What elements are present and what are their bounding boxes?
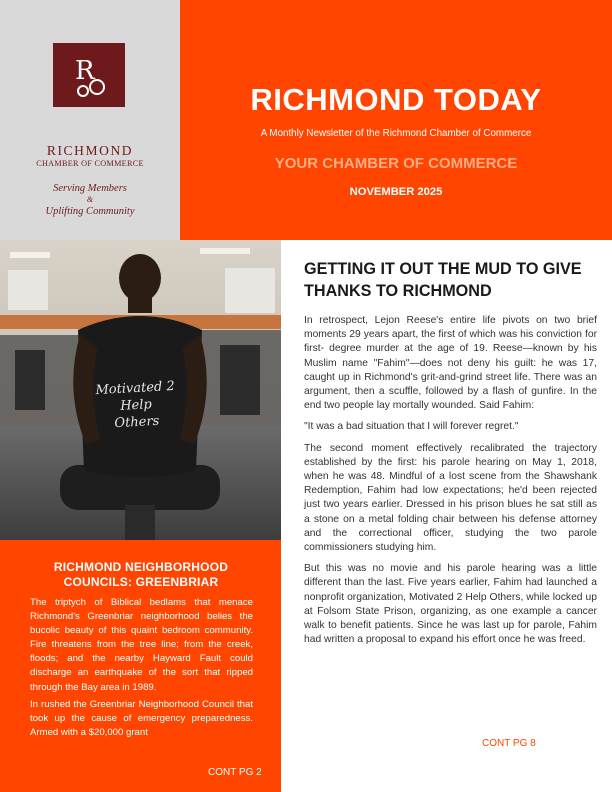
sidebar-article-body bbox=[30, 596, 253, 743]
main-article-body bbox=[304, 314, 597, 654]
sidebar-article bbox=[0, 540, 281, 792]
sidebar-article-heading: RICHMOND NEIGHBORHOOD COUNCILS: GREENBRIAR bbox=[53, 560, 229, 589]
feature-photo bbox=[0, 240, 281, 540]
newsletter-tagline: YOUR CHAMBER OF COMMERCE bbox=[274, 155, 518, 172]
main-article-paragraph: In retrospect, Lejon Reese's entire life pivots on two brief moments 29 years apart, the first of which was his conviction for first- degree murder at the age of 19. Reese—known by his Muslim name "Fahim"—does not deny his guilt: he was 17, caught up in Richmond's grit-and-grind street life. There was an argument, then a scuffle, followed by a flash of gunfire. In the end two people lay mortally wounded. Said Fahim: bbox=[304, 315, 597, 412]
newsletter-subtitle: A Monthly Newsletter of the Richmond Chamber of Commerce bbox=[260, 128, 532, 139]
shirt-print-line-1: Motivated 2 bbox=[95, 378, 176, 399]
logo-monogram-r: R bbox=[75, 56, 95, 86]
logo-tagline-2: Uplifting Community bbox=[45, 206, 135, 217]
chamber-logo-mark bbox=[53, 43, 125, 107]
newsletter-title: RICHMOND TODAY bbox=[250, 82, 542, 117]
issue-date: NOVEMBER 2025 bbox=[349, 186, 443, 198]
shirt-print-line-2: Help Others bbox=[114, 397, 160, 432]
sidebar-article-paragraph: In rushed the Greenbriar Neighborhood Council that took up the cause of emergency preparedness. Armed with a $20,000 grant bbox=[30, 698, 253, 738]
logo-panel bbox=[0, 0, 180, 240]
logo-tagline-1: Serving Members bbox=[53, 183, 127, 194]
main-continued-link[interactable]: CONT PG 8 bbox=[482, 738, 536, 749]
sidebar-continued-link[interactable]: CONT PG 2 bbox=[208, 767, 262, 778]
logo-name: RICHMOND bbox=[46, 143, 134, 158]
shirt-print bbox=[95, 378, 178, 433]
masthead bbox=[180, 0, 612, 240]
logo-subtitle: CHAMBER OF COMMERCE bbox=[36, 159, 144, 168]
main-article-paragraph: The second moment effectively recalibrated the trajectory established by the first: his parole hearing on May 1, 2018, when he was 48. Mindful of a lost scene from the Shawshank Redemption, Fahim had low expectations; he'd been rejected just two years earlier. Dressed in his prison blues he sat still as a stone on a metal folding chair between his defense attorney and the correctional officer, studying the two parole commissioners studying him. bbox=[304, 442, 597, 554]
main-article-quote: "It was a bad situation that I will forever regret." bbox=[304, 421, 519, 433]
main-article-heading: GETTING IT OUT THE MUD TO GIVE THANKS TO RICHMOND bbox=[304, 260, 582, 300]
sidebar-article-paragraph: The triptych of Biblical bedlams that menace Richmond's Greenbriar neighborhood belies the bucolic beauty of this quaint bedroom community. Fire threatens from the tree line; from the creek, floods; and the nearby Hayward Fault could discharge an earthquake of the sort that ripped through the Bay area in 1989. bbox=[30, 597, 253, 693]
main-article-paragraph: But this was no movie and his parole hearing was a little different than the last. Five years earlier, Fahim had launched a nonprofit organization, Motivated 2 Help Others, while locked up at Folsom State Prison, organizing, as one example a cancer walk to benefit patients. Since he was last up for parole, Fahim had written a proposal to expand his effort once he was freed. bbox=[304, 563, 597, 646]
logo-ampersand: & bbox=[86, 195, 94, 204]
